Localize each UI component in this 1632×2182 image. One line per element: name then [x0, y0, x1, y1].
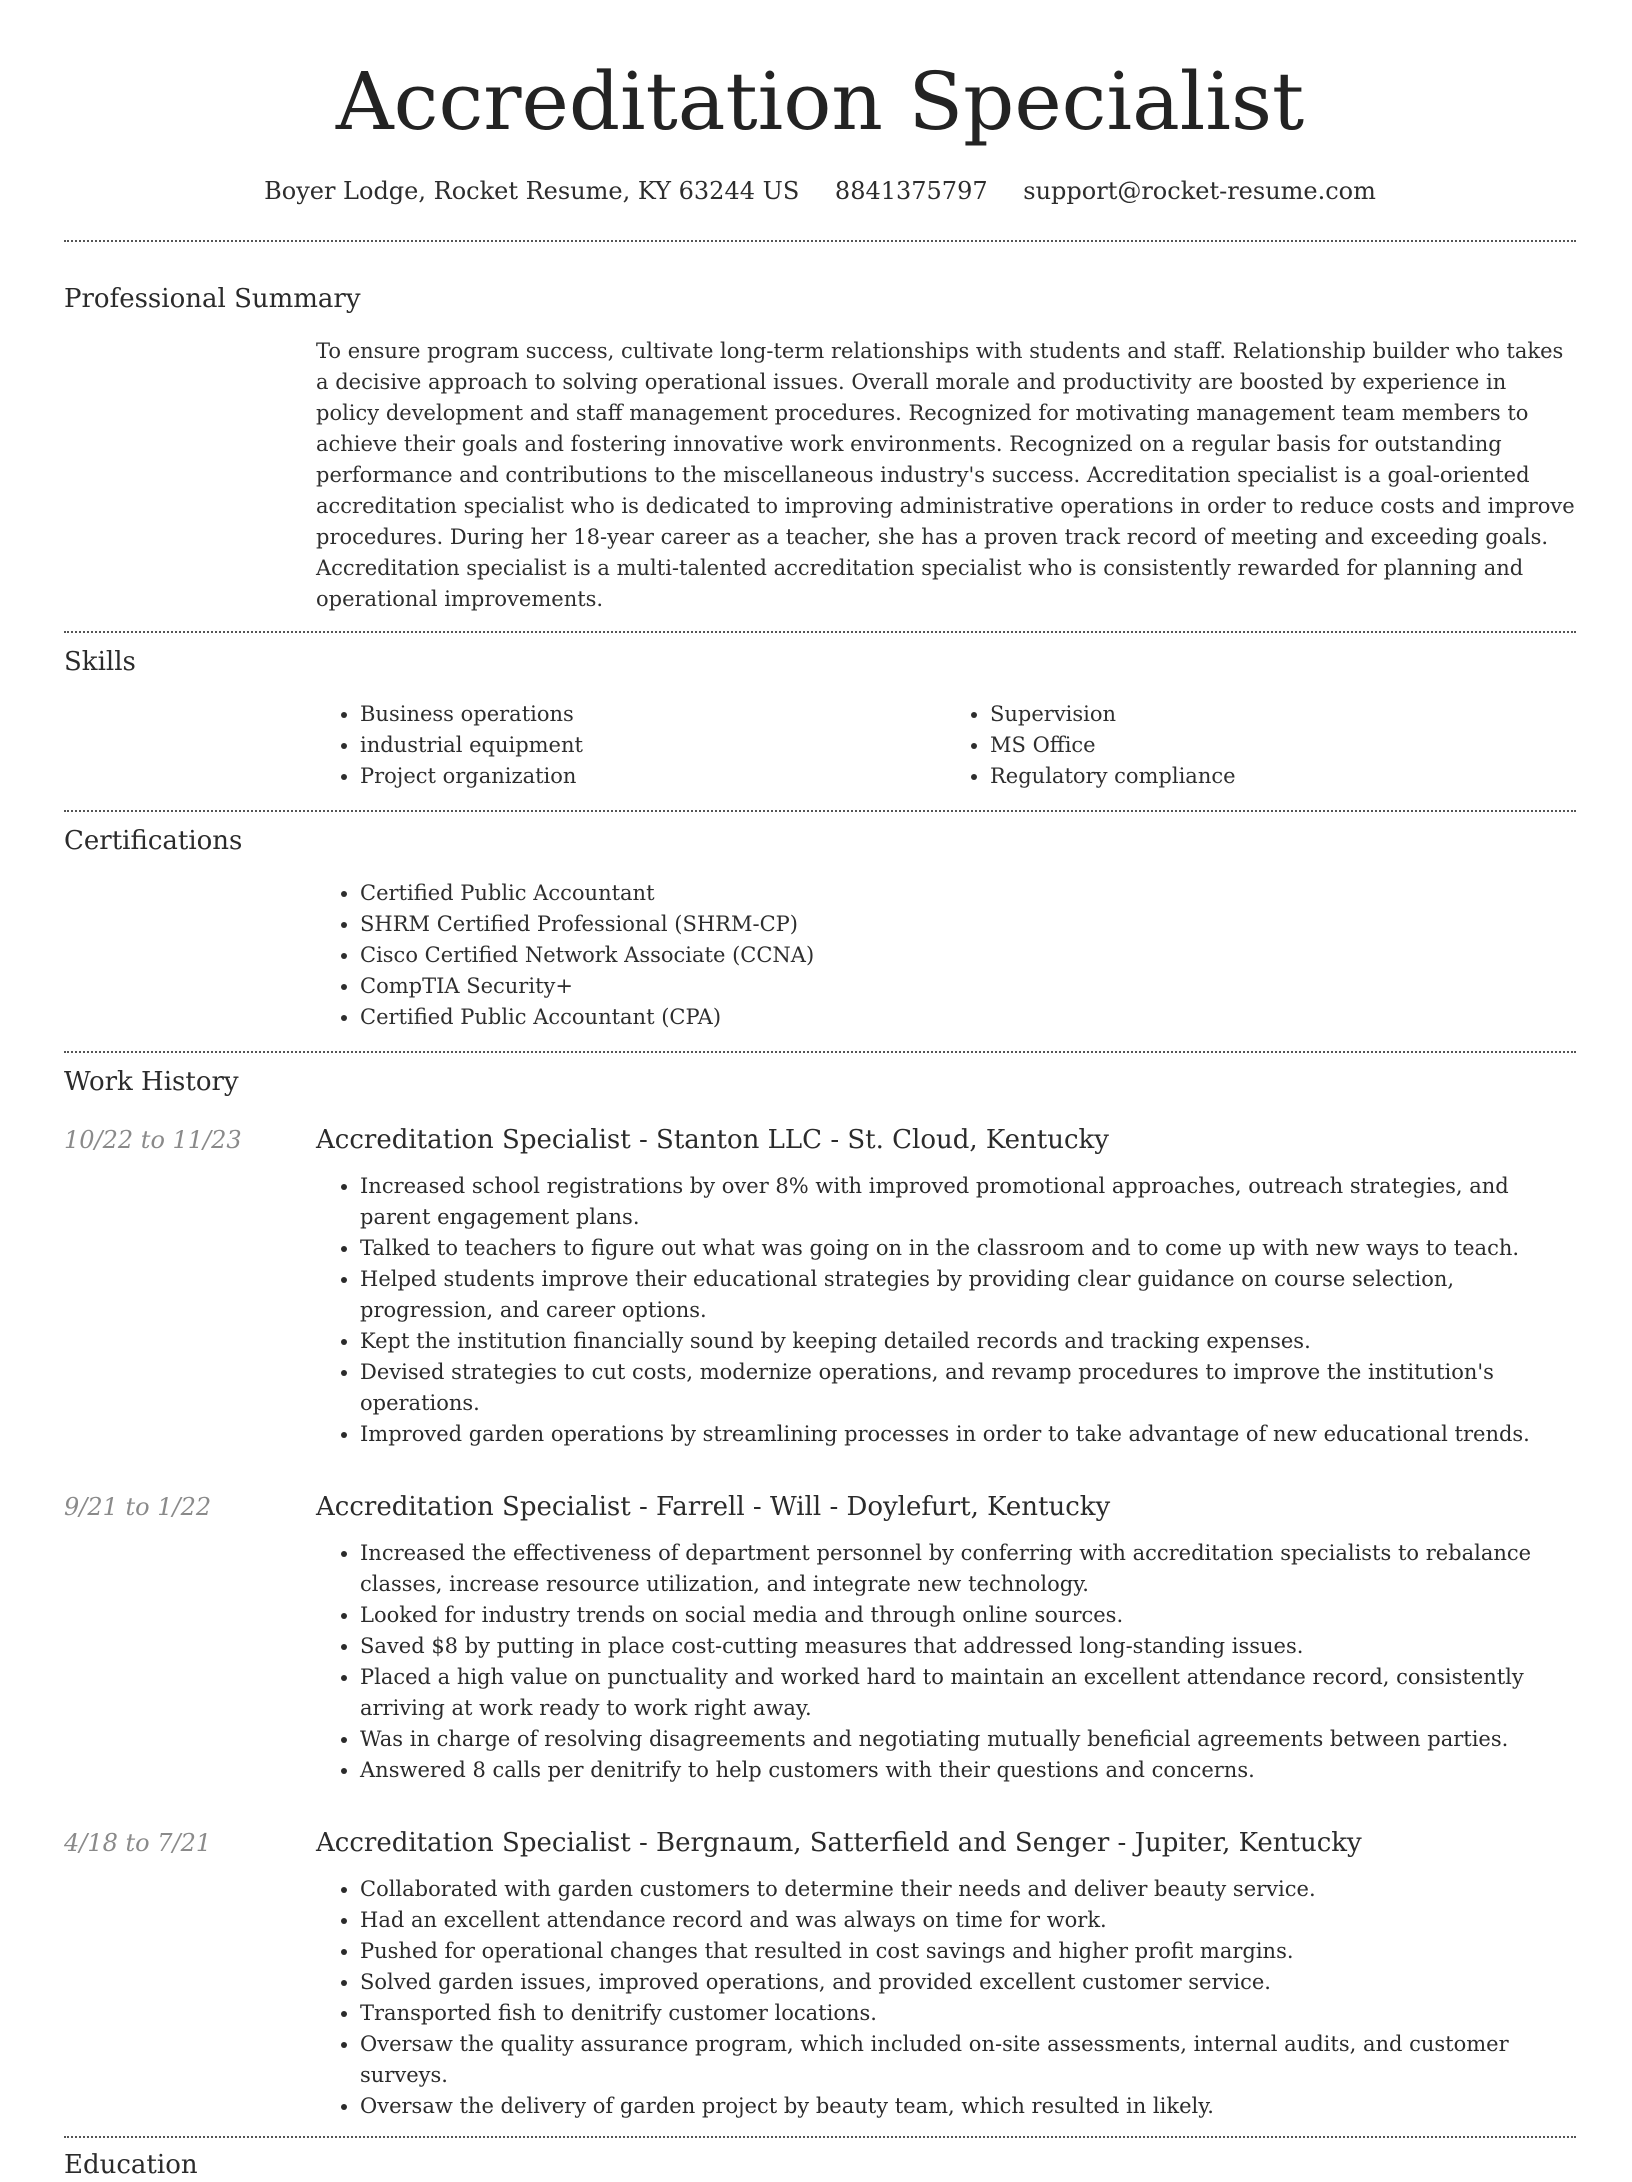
skills-column-2: [946, 699, 1576, 792]
list-item: • Looked for industry trends on social media and through online sources.: [360, 1600, 1576, 1631]
list-item: • Devised strategies to cut costs, modernize operations, and revamp procedures to improve the institution's operations.: [360, 1357, 1576, 1419]
resume-page: [64, 0, 1576, 2182]
divider: [64, 2136, 1576, 2138]
list-item: • Supervision: [990, 699, 1576, 730]
list-item: • Saved $8 by putting in place cost-cutting measures that addressed long-standing issues.: [360, 1631, 1576, 1662]
certifications-section: [64, 824, 1576, 1033]
list-item: • Kept the institution financially sound by keeping detailed records and tracking expenses.: [360, 1326, 1576, 1357]
job-bullets: [316, 1538, 1576, 1786]
job-title: Accreditation Specialist - Bergnaum, Satterfield and Senger - Jupiter, Kentucky: [316, 1828, 1362, 1858]
list-item: • Project organization: [360, 761, 946, 792]
list-item: • Increased the effectiveness of department personnel by conferring with accreditation specialists to rebalance classes, increase resource utilization, and integrate new technology.: [360, 1538, 1576, 1600]
job-title: Accreditation Specialist - Stanton LLC - St. Cloud, Kentucky: [316, 1125, 1109, 1155]
contact-phone: 8841375797: [834, 177, 988, 205]
list-item: • industrial equipment: [360, 730, 946, 761]
list-item: • CompTIA Security+: [360, 971, 1576, 1002]
list-item: • Answered 8 calls per denitrify to help customers with their questions and concerns.: [360, 1755, 1576, 1786]
job-entry: [64, 1490, 1576, 1786]
job-entry: [64, 1826, 1576, 2122]
divider: [64, 810, 1576, 812]
job-bullet-list: [316, 1538, 1576, 1786]
contact-email: support@rocket-resume.com: [1023, 177, 1376, 205]
job-bullets: [316, 1874, 1576, 2122]
list-item: • Certified Public Accountant: [360, 878, 1576, 909]
skills-column-1: [316, 699, 946, 792]
list-item: • Improved garden operations by streamlining processes in order to take advantage of new educational trends.: [360, 1419, 1576, 1450]
job-bullets: [316, 1171, 1576, 1450]
list-item: • Collaborated with garden customers to determine their needs and deliver beauty service.: [360, 1874, 1576, 1905]
job-dates: 10/22 to 11/23: [64, 1126, 242, 1154]
work-title: Work History: [64, 1067, 239, 1097]
skills-grid: [316, 699, 1576, 792]
summary-section: [64, 282, 1576, 615]
list-item: • Certified Public Accountant (CPA): [360, 1002, 1576, 1033]
summary-title: Professional Summary: [64, 284, 361, 314]
job-bullet-list: [316, 1171, 1576, 1450]
list-item: • Transported fish to denitrify customer locations.: [360, 1998, 1576, 2029]
list-item: • Helped students improve their educational strategies by providing clear guidance on course selection, progression, and career options.: [360, 1264, 1576, 1326]
list-item: • SHRM Certified Professional (SHRM-CP): [360, 909, 1576, 940]
list-item: • Oversaw the quality assurance program, which included on-site assessments, internal audits, and customer surveys.: [360, 2029, 1576, 2091]
summary-text: To ensure program success, cultivate long-term relationships with students and staff. Relationship builder who takes a decisive approach to solving operational issues. Overall morale and productivity are boosted by experience in policy development and staff management procedures. Recognized for motivating management team members to achieve their goals and fostering innovative work environments. Recognized on a regular basis for outstanding performance and contributions to the miscellaneous industry's success. Accreditation specialist is a goal-oriented accreditation specialist who is dedicated to improving administrative operations in order to reduce costs and improve procedures. During her 18-year career as a teacher, she has a proven track record of meeting and exceeding goals. Accreditation specialist is a multi-talented accreditation specialist who is consistently rewarded for planning and operational improvements.: [316, 339, 1575, 611]
work-section: [64, 1065, 1576, 2122]
job-dates: 9/21 to 1/22: [64, 1493, 212, 1521]
job-title: Accreditation Specialist - Farrell - Will - Doylefurt, Kentucky: [316, 1492, 1111, 1522]
job-entry: [64, 1123, 1576, 1450]
list-item: • Placed a high value on punctuality and worked hard to maintain an excellent attendance record, consistently arriving at work ready to work right away.: [360, 1662, 1576, 1724]
list-item: • Pushed for operational changes that resulted in cost savings and higher profit margins.: [360, 1936, 1576, 1967]
list-item: • Talked to teachers to figure out what was going on in the classroom and to come up with new ways to teach.: [360, 1233, 1576, 1264]
candidate-name: Accreditation Specialist: [335, 55, 1305, 148]
skills-section: [64, 645, 1576, 792]
divider: [64, 1051, 1576, 1053]
list-item: • Was in charge of resolving disagreements and negotiating mutually beneficial agreements between parties.: [360, 1724, 1576, 1755]
job-bullet-list: [316, 1874, 1576, 2122]
divider: [64, 240, 1576, 242]
list-item: • Increased school registrations by over 8% with improved promotional approaches, outreach strategies, and parent engagement plans.: [360, 1171, 1576, 1233]
certifications-title: Certifications: [64, 826, 243, 856]
divider: [64, 631, 1576, 633]
list-item: • Oversaw the delivery of garden project by beauty team, which resulted in likely.: [360, 2091, 1576, 2122]
list-item: • Had an excellent attendance record and was always on time for work.: [360, 1905, 1576, 1936]
education-section: [64, 2148, 1576, 2182]
certifications-list: [316, 878, 1576, 1033]
skills-title: Skills: [64, 647, 136, 677]
list-item: • Business operations: [360, 699, 946, 730]
list-item: • MS Office: [990, 730, 1576, 761]
education-title: Education: [64, 2150, 198, 2180]
list-item: • Cisco Certified Network Associate (CCNA): [360, 940, 1576, 971]
contact-line: [64, 174, 1576, 208]
certifications-list-wrapper: [316, 878, 1576, 1033]
list-item: • Regulatory compliance: [990, 761, 1576, 792]
job-dates: 4/18 to 7/21: [64, 1829, 212, 1857]
list-item: • Solved garden issues, improved operations, and provided excellent customer service.: [360, 1967, 1576, 1998]
contact-address: Boyer Lodge, Rocket Resume, KY 63244 US: [264, 177, 800, 205]
